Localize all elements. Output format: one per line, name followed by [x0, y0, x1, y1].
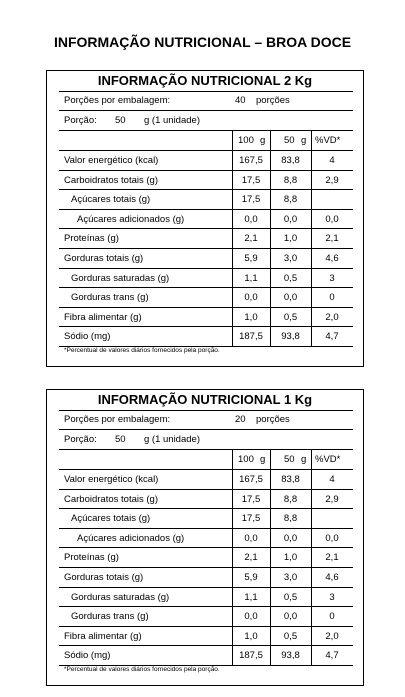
row-divider	[59, 268, 353, 269]
value-100g: 0,0	[244, 213, 258, 225]
servings-value: 40	[235, 95, 246, 106]
value-vd: 4	[329, 155, 335, 166]
value-50g: 3,0	[283, 253, 298, 264]
header-50: 50	[284, 454, 295, 465]
row-label: Gorduras saturadas (g)	[71, 272, 170, 284]
value-50g: 8,8	[283, 194, 298, 206]
page-title: INFORMAÇÃO NUTRICIONAL – BROA DOCE	[53, 34, 352, 50]
header-50: 50	[284, 135, 295, 146]
divider	[59, 110, 353, 111]
row-label: Carboidratos totais (g)	[64, 174, 158, 186]
panel-title: INFORMAÇÃO NUTRICIONAL 1 Kg	[97, 392, 313, 407]
value-100g: 17,5	[241, 513, 261, 525]
row-divider	[59, 248, 353, 249]
row-label: Açúcares adicionados (g)	[77, 532, 185, 544]
value-50g: 93,8	[281, 331, 300, 343]
value-vd: 4	[329, 474, 335, 485]
servings-unit: porções	[256, 414, 290, 425]
row-label: Gorduras trans (g)	[71, 611, 149, 623]
value-vd: 2,9	[325, 493, 339, 505]
value-50g: 0,5	[283, 630, 298, 642]
header-100: 100	[238, 135, 254, 146]
servings-label: Porções por embalagem:	[64, 95, 171, 106]
header-vd: %VD*	[315, 454, 341, 465]
value-50g: 83,8	[281, 474, 300, 485]
value-100g: 17,5	[241, 174, 261, 186]
value-50g: 83,8	[281, 155, 300, 166]
value-50g: 0,0	[283, 213, 298, 225]
row-label: Carboidratos totais (g)	[64, 493, 158, 505]
portion-unit: g (1 unidade)	[144, 434, 200, 445]
value-100g: 187,5	[239, 650, 263, 662]
value-vd: 3	[329, 272, 335, 284]
value-50g: 0,5	[283, 591, 298, 603]
row-label: Gorduras totais (g)	[64, 253, 144, 264]
row-label: Gorduras trans (g)	[71, 292, 149, 304]
row-divider	[59, 170, 353, 171]
row-label: Gorduras saturadas (g)	[71, 591, 170, 603]
row-label: Açúcares totais (g)	[71, 513, 151, 525]
header-50-unit: g	[301, 454, 307, 465]
row-label: Açúcares totais (g)	[71, 194, 151, 206]
row-divider	[59, 547, 353, 548]
nutrition-panel	[46, 389, 364, 686]
value-50g: 1,0	[283, 552, 298, 564]
row-divider	[59, 645, 353, 646]
portion-value: 50	[115, 115, 126, 126]
value-vd: 3	[329, 591, 335, 603]
row-divider	[59, 626, 353, 627]
value-100g: 1,0	[244, 311, 258, 323]
row-divider	[59, 606, 353, 607]
value-vd: 2,0	[325, 630, 339, 642]
value-100g: 5,9	[244, 572, 258, 583]
row-divider	[59, 209, 353, 210]
value-50g: 0,0	[283, 292, 298, 304]
divider	[59, 449, 353, 450]
row-label: Sódio (mg)	[64, 650, 111, 662]
value-100g: 0,0	[244, 292, 258, 304]
nutrition-panel	[46, 70, 364, 367]
servings-label: Porções por embalagem:	[64, 414, 171, 425]
footnote: *Percentual de valores diários fornecidos pela porção.	[64, 666, 220, 673]
value-50g: 8,8	[283, 174, 298, 186]
row-divider	[59, 326, 353, 327]
value-100g: 5,9	[244, 253, 258, 264]
value-100g: 0,0	[244, 532, 258, 544]
row-label: Proteínas (g)	[64, 233, 119, 245]
value-100g: 17,5	[241, 493, 261, 505]
value-vd: 4,7	[325, 331, 339, 343]
row-divider	[59, 528, 353, 529]
value-100g: 167,5	[239, 155, 263, 166]
value-50g: 0,0	[283, 532, 298, 544]
divider	[59, 410, 353, 411]
value-50g: 3,0	[283, 572, 298, 583]
row-divider	[59, 508, 353, 509]
value-vd: 0,0	[325, 532, 339, 544]
portion-unit: g (1 unidade)	[144, 115, 200, 126]
value-50g: 93,8	[281, 650, 300, 662]
row-label: Fibra alimentar (g)	[64, 630, 142, 642]
value-50g: 1,0	[283, 233, 298, 245]
header-100-unit: g	[260, 454, 266, 465]
value-vd: 0	[329, 611, 335, 623]
value-vd: 2,0	[325, 311, 339, 323]
value-vd: 4,6	[325, 572, 339, 583]
value-50g: 0,5	[283, 311, 298, 323]
row-divider	[59, 489, 353, 490]
value-100g: 17,5	[241, 194, 261, 206]
value-100g: 2,1	[244, 233, 258, 245]
row-label: Proteínas (g)	[64, 552, 119, 564]
value-vd: 0,0	[325, 213, 339, 225]
header-vd: %VD*	[315, 135, 341, 146]
value-100g: 2,1	[244, 552, 258, 564]
servings-value: 20	[235, 414, 246, 425]
row-label: Açúcares adicionados (g)	[77, 213, 185, 225]
footnote: *Percentual de valores diários fornecidos pela porção.	[64, 347, 220, 354]
header-50-unit: g	[301, 135, 307, 146]
value-100g: 1,1	[244, 272, 258, 284]
panel-title: INFORMAÇÃO NUTRICIONAL 2 Kg	[97, 73, 313, 88]
row-divider	[59, 307, 353, 308]
value-100g: 167,5	[239, 474, 263, 485]
portion-label: Porção:	[64, 434, 97, 445]
row-label: Gorduras totais (g)	[64, 572, 144, 583]
value-vd: 0	[329, 292, 335, 304]
row-label: Valor energético (kcal)	[64, 474, 159, 485]
portion-value: 50	[115, 434, 126, 445]
value-100g: 1,0	[244, 630, 258, 642]
portion-label: Porção:	[64, 115, 97, 126]
value-vd: 2,1	[325, 552, 339, 564]
servings-unit: porções	[256, 95, 290, 106]
value-100g: 0,0	[244, 611, 258, 623]
value-50g: 0,5	[283, 272, 298, 284]
value-50g: 8,8	[283, 493, 298, 505]
divider	[59, 150, 353, 151]
row-divider	[59, 228, 353, 229]
row-label: Sódio (mg)	[64, 331, 111, 343]
row-divider	[59, 189, 353, 190]
value-vd: 2,1	[325, 233, 339, 245]
value-100g: 187,5	[239, 331, 263, 343]
row-divider	[59, 567, 353, 568]
value-50g: 8,8	[283, 513, 298, 525]
header-100: 100	[238, 454, 254, 465]
divider	[59, 469, 353, 470]
value-vd: 2,9	[325, 174, 339, 186]
divider	[59, 130, 353, 131]
row-label: Valor energético (kcal)	[64, 155, 159, 166]
divider	[59, 91, 353, 92]
header-100-unit: g	[260, 135, 266, 146]
divider	[59, 429, 353, 430]
row-divider	[59, 287, 353, 288]
value-vd: 4,6	[325, 253, 339, 264]
value-vd: 4,7	[325, 650, 339, 662]
row-divider	[59, 587, 353, 588]
value-50g: 0,0	[283, 611, 298, 623]
row-label: Fibra alimentar (g)	[64, 311, 142, 323]
value-100g: 1,1	[244, 591, 258, 603]
